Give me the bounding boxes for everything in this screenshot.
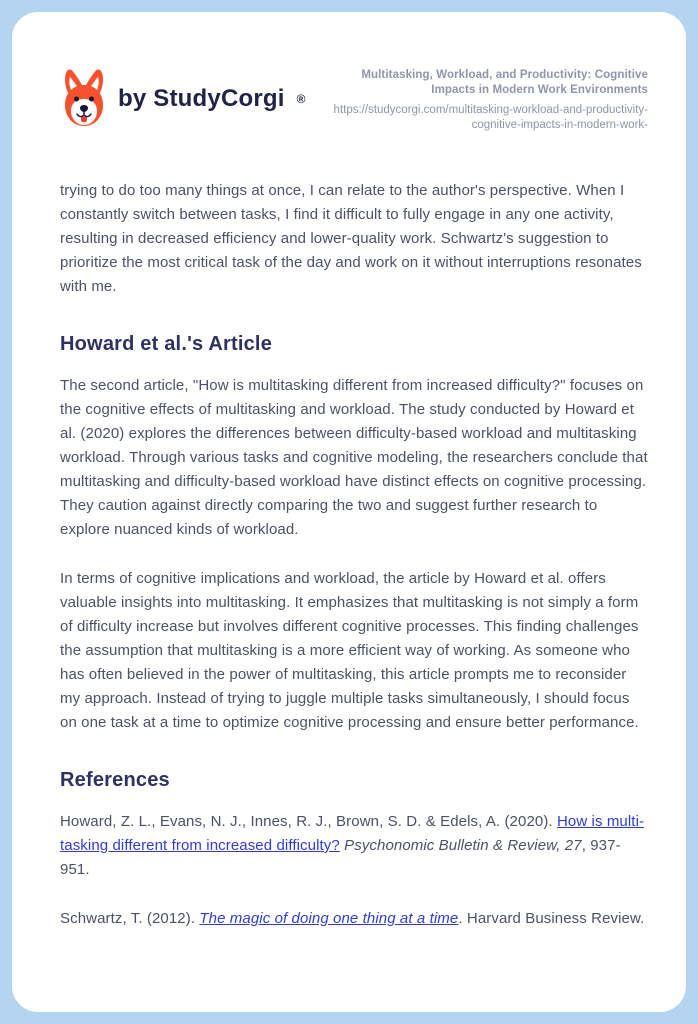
- reference-article-link[interactable]: The magic of doing one thing at a time: [199, 910, 459, 927]
- reference-pages: , 937-951.: [60, 837, 621, 878]
- article-body: [60, 179, 648, 931]
- howard-paragraph-1: The second article, "How is multitasking different from increased difficulty?" focuses on the cognitive effects of multitasking and workload. The study conducted by Howard et al. (2020) explores the differences between difficulty-based workload and multitasking workload. Through various tasks and cognitive modeling, the researchers conclude that multitasking and difficulty-based workload have distinct effects on cognitive processing. They caution against directly comparing the two and suggest further research to explore nuanced kinds of workload.: [60, 377, 648, 538]
- logo-wordmark: by StudyCorgi: [118, 85, 285, 112]
- reference-item-howard: [60, 810, 648, 882]
- reference-journal: Psychonomic Bulletin & Review, 27: [344, 837, 582, 854]
- document-meta: [322, 62, 648, 133]
- howard-paragraph-2: In terms of cognitive implications and workload, the article by Howard et al. offers valuable insights into multitasking. It emphasizes that multitasking is not simply a form of difficulty increase but involves different cognitive processes. This finding challenges the assumption that multitasking is a more efficient way of working. As someone who has often believed in the power of multitasking, this article prompts me to reconsider my approach. Instead of trying to juggle multiple tasks simultaneously, I should focus on one task at a time to optimize cognitive processing and ensure better performance.: [60, 570, 639, 731]
- document-title: Multitasking, Workload, and Productivity: Cognitive Impacts in Modern Work Environments: [361, 69, 648, 96]
- continuation-paragraph: trying to do too many things at once, I can relate to the author's perspective. When I constantly switch between tasks, I find it difficult to fully engage in any one activity, resulting in decreased efficiency and lower-quality work. Schwartz's suggestion to prioritize the most critical task of the day and work on it without interruptions resonates with me.: [60, 182, 642, 295]
- section-heading-howard: Howard et al.'s Article: [60, 333, 273, 355]
- section-heading-references: References: [60, 769, 170, 791]
- document-header: [60, 62, 648, 133]
- reference-article-link[interactable]: How is multi-tasking different from increased difficulty?: [60, 813, 645, 854]
- reference-authors: Howard, Z. L., Evans, N. J., Innes, R. J., Brown, S. D. & Edels, A. (2020).: [60, 813, 557, 830]
- registered-trademark-symbol: ®: [296, 92, 306, 106]
- reference-source: . Harvard Business Review.: [458, 910, 645, 927]
- document-card: [12, 12, 686, 1012]
- corgi-logo-icon: [60, 68, 108, 130]
- reference-authors: Schwartz, T. (2012).: [60, 910, 200, 927]
- document-source-url[interactable]: https://studycorgi.com/multitasking-workload-and-productivity-cognitive-impacts-in-modern-work-: [333, 104, 648, 131]
- reference-item-schwartz: [60, 907, 648, 931]
- studycorgi-logo[interactable]: [60, 62, 305, 130]
